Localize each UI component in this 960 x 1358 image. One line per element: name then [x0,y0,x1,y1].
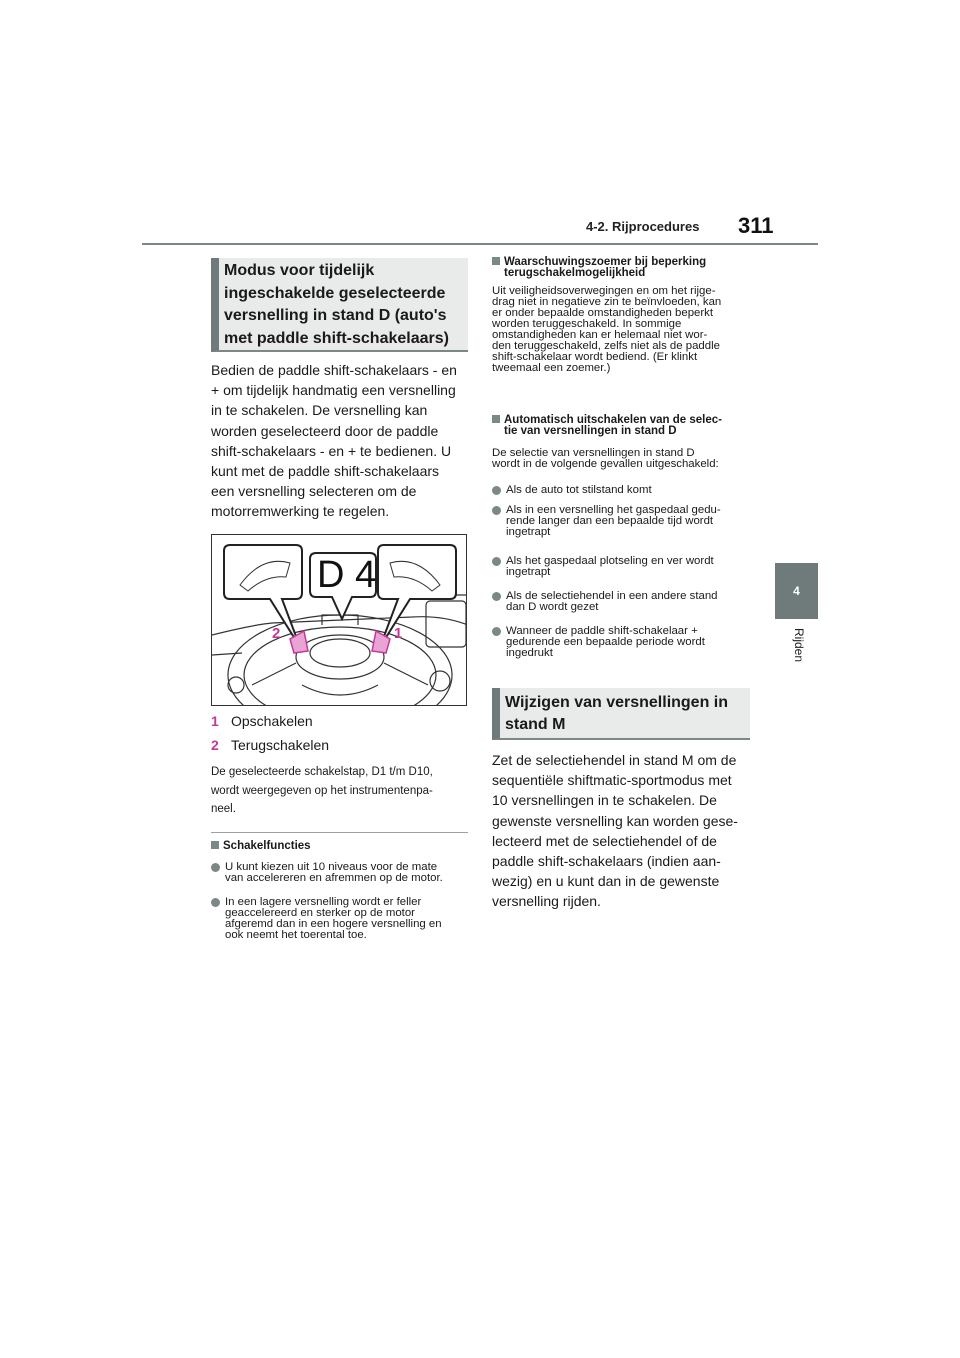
text-line: tweemaal een zoemer.) [492,362,611,374]
text-line: paddle shift-schakelaars (indien aan- [492,853,721,870]
list-item-text [506,505,721,538]
text-line: den teruggeschakeld, zelfs niet als de paddle [492,340,720,352]
text-line: Zet de selectiehendel in stand M om de [492,752,737,768]
text-line: Wanneer de paddle shift-schakelaar + [506,625,698,637]
square-bullet-icon [211,841,219,849]
subheading-waarschuwing [492,257,754,279]
text-line: ingetrapt [506,566,551,578]
text-line: De selectie van versnellingen in stand D [492,447,695,459]
text-line: worden geselecteerd door de paddle [211,422,439,439]
text-line: Als het gaspedaal plotseling en ver wordt [506,555,714,567]
list-item-text [225,897,442,941]
legend-item-2 [211,737,329,753]
gear-display-text: D 4 [317,554,377,596]
bullet-icon [492,592,501,601]
heading-line: ingeschakelde geselecteerde [224,284,446,302]
text-line: 10 versnellingen in te schakelen. De [492,792,717,809]
list-item-text [506,626,705,659]
text-line: neel. [211,803,236,816]
auto-paragraph [492,448,754,470]
text-line: van accelereren en afremmen op de motor. [225,872,443,884]
text-line: kunt met de paddle shift-schakelaars [211,463,440,480]
subheading-text: Waarschuwingszoemer bij beperking [504,256,707,268]
legend-text: Opschakelen [231,713,313,729]
heading-box-tijdelijk [211,258,468,352]
warning-paragraph [492,286,754,374]
section-divider [211,832,468,833]
text-line: shift-schakelaars - en + te bedienen. U [211,442,452,459]
section-header: 4-2. Rijprocedures [586,219,700,234]
list-item-text [225,862,443,884]
list-item-text [506,485,652,496]
bullet-icon [492,506,501,515]
square-bullet-icon [492,257,500,265]
bullet-icon [492,557,501,566]
text-line: U kunt kiezen uit 10 niveaus voor de mate [225,861,438,873]
text-line: Als de selectiehendel in een andere stand [506,590,718,602]
text-line: Uit veiligheidsoverwegingen en om het rijge- [492,285,716,297]
heading-line: stand M [505,716,566,733]
intro-paragraph [211,360,469,522]
chapter-number: 4 [793,584,800,598]
subheading-text: tie van versnellingen in stand D [504,425,677,437]
steering-wheel-illustration [211,534,467,706]
heading-line: met paddle shift-schakelaars) [224,329,449,347]
text-line: + om tijdelijk handmatig een versnelling [211,382,456,399]
heading-line: Wijzigen van versnellingen in [505,694,729,711]
text-line: ook neemt het toerental toe. [225,929,367,941]
heading-line: Modus voor tijdelijk [224,262,375,279]
subheading-automatisch [492,415,754,437]
text-line: drag niet in negatieve zin te beïnvloeden, kan [492,296,722,308]
square-bullet-icon [492,415,500,423]
page-number: 311 [738,213,774,238]
legend-item-1 [211,713,313,729]
subheading-schakelfuncties [211,841,311,852]
text-line: In een lagere versnelling wordt er feller [225,896,422,908]
chapter-tab [775,563,818,619]
text-line: gedurende een bepaalde periode wordt [506,636,705,648]
header-rule [142,243,818,245]
text-line: in te schakelen. De versnelling kan [211,402,428,419]
callout-label-1: 1 [394,625,403,642]
text-line: wordt weergegeven op het instrumentenpa- [211,784,433,797]
legend-number: 1 [211,713,219,729]
subheading-text: terugschakelmogelijkheid [504,267,646,279]
text-line: Als in een versnelling het gaspedaal gedu- [506,504,721,516]
text-line: ingedrukt [506,647,553,659]
chapter-label-text: Rijden [792,628,806,663]
list-item-text [506,556,714,578]
text-line: Als de auto tot stilstand komt [506,484,652,496]
text-line: omstandigheden kan er helemaal niet wor- [492,329,708,341]
text-line: afgeremd dan in een hogere versnelling en [225,918,442,930]
bullet-icon [492,627,501,636]
text-line: dan D wordt gezet [506,601,599,613]
text-line: shift-schakelaar wordt bediend. (Er klinkt [492,351,698,363]
text-line: er onder bepaalde omstandigheden beperkt [492,307,714,319]
text-line: worden teruggeschakeld. In sommige [492,318,682,330]
text-line: geaccelereerd en sterker op de motor [225,907,415,919]
list-item-text [506,591,718,613]
bullet-icon [211,863,220,872]
text-line: rende langer dan een bepaalde tijd wordt [506,515,714,527]
text-line: een versnelling selecteren om de [211,483,417,500]
bullet-icon [211,898,220,907]
subheading-text: Schakelfuncties [223,840,311,852]
legend-text: Terugschakelen [231,737,330,753]
callout-label-2: 2 [272,625,281,642]
text-line: wezig) en u kunt dan in de gewenste [492,873,720,890]
text-line: motorremwerking te regelen. [211,503,390,520]
text-line: lecteerd met de selectiehendel of de [492,832,717,849]
text-line: gewenste versnelling kan worden gese- [492,812,738,829]
text-line: versnelling rijden. [492,893,601,910]
chapter-label [778,620,818,680]
legend-number: 2 [211,737,219,753]
bullet-icon [492,486,501,495]
text-line: wordt in de volgende gevallen uitgeschakeld: [492,458,719,470]
text-line: De geselecteerde schakelstap, D1 t/m D10, [211,766,433,778]
figure-note [211,763,469,819]
subheading-text: Automatisch uitschakelen van de selec- [504,414,722,426]
heading-box-stand-m [492,688,750,740]
text-line: ingetrapt [506,526,551,538]
stand-m-paragraph [492,750,752,912]
text-line: sequentiële shiftmatic-sportmodus met [492,772,732,789]
heading-line: versnelling in stand D (auto's [224,307,447,324]
text-line: Bedien de paddle shift-schakelaars - en [211,362,457,378]
